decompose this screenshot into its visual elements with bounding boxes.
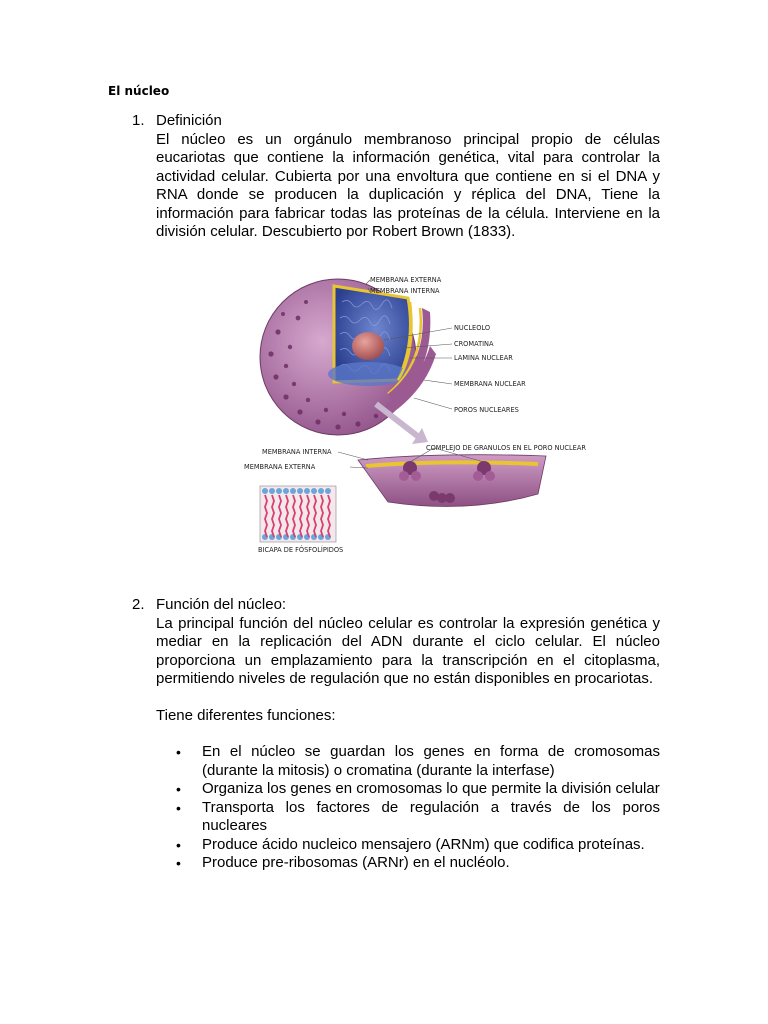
- functions-intro: Tiene diferentes funciones:: [156, 706, 336, 724]
- label-membrana-interna-bottom: MEMBRANA INTERNA: [262, 448, 332, 456]
- list-item: [156, 780, 660, 799]
- bullet-icon: •: [176, 855, 181, 871]
- label-membrana-externa-top: MEMBRANA EXTERNA: [370, 276, 442, 284]
- nucleus-diagram: [238, 262, 598, 562]
- bullet-icon: •: [176, 799, 181, 816]
- list-item-text: Produce pre-ribosomas (ARNr) en el nucléolo.: [202, 854, 510, 871]
- label-lamina-nuclear: LAMINA NUCLEAR: [454, 354, 513, 362]
- nucleus-illustration: [238, 262, 598, 562]
- label-bicapa: BICAPA DE FÓSFOLÍPIDOS: [258, 546, 344, 554]
- bullet-icon: •: [176, 781, 181, 797]
- section-body: [156, 112, 660, 242]
- list-item-text: En el núcleo se guardan los genes en forma de cromosomas (durante la mitosis) o cromatina (durante la interfase): [202, 743, 660, 779]
- section-number: 1.: [132, 112, 145, 129]
- nuclear-envelope-sphere: [260, 279, 436, 435]
- label-membrana-externa-bottom: MEMBRANA EXTERNA: [244, 463, 316, 471]
- section-number: 2.: [132, 596, 145, 613]
- label-membrana-nuclear: MEMBRANA NUCLEAR: [454, 380, 526, 388]
- label-cromatina: CROMATINA: [454, 340, 494, 348]
- list-item-text: Produce ácido nucleico mensajero (ARNm) que codifica proteínas.: [202, 835, 645, 853]
- list-item: [156, 836, 660, 855]
- envelope-cross-section: [358, 455, 546, 507]
- list-item-text: Organiza los genes en cromosomas lo que permite la división celular: [202, 780, 660, 797]
- phospholipid-bilayer-inset: [260, 486, 336, 542]
- section-funcion: [132, 596, 660, 873]
- functions-list: [156, 743, 660, 873]
- document-title: El núcleo: [108, 84, 170, 98]
- list-item-text: Transporta los factores de regulación a través de los poros nucleares: [202, 798, 660, 834]
- bullet-icon: •: [176, 744, 181, 760]
- section-paragraph: La principal función del núcleo celular es controlar la expresión genética y mediar en la replicación del ADN durante el ciclo celular. El núcleo proporciona un emplazamiento para la transcripción en el citoplasma, permitiendo niveles de regulación que no están disponibles en procariotas.: [156, 614, 660, 687]
- section-heading: Definición: [156, 112, 222, 129]
- label-poros-nucleares: POROS NUCLEARES: [454, 406, 519, 414]
- list-item: [156, 799, 660, 836]
- label-complejo-granulos: COMPLEJO DE GRANULOS EN EL PORO NUCLEAR: [426, 444, 586, 452]
- section-body: [156, 596, 660, 873]
- section-definicion: [132, 112, 660, 242]
- label-nucleolo: NUCLEOLO: [454, 324, 491, 332]
- label-membrana-interna-top: MEMBRANA INTERNA: [370, 287, 440, 295]
- list-item: [156, 743, 660, 780]
- section-heading: Función del núcleo:: [156, 596, 287, 613]
- list-item: [156, 854, 660, 873]
- arrow-down-icon: [376, 404, 428, 444]
- section-paragraph: El núcleo es un orgánulo membranoso principal propio de células eucariotas que contiene la información genética, vital para controlar la actividad celular. Cubierta por una envoltura que contiene en si el DNA y RNA donde se producen la duplicación y réplica del DNA, Tiene la información para fabricar todas las proteínas de la célula. Interviene en la división celular. Descubierto por Robert Brown (1833).: [156, 130, 660, 240]
- bullet-icon: •: [176, 836, 181, 853]
